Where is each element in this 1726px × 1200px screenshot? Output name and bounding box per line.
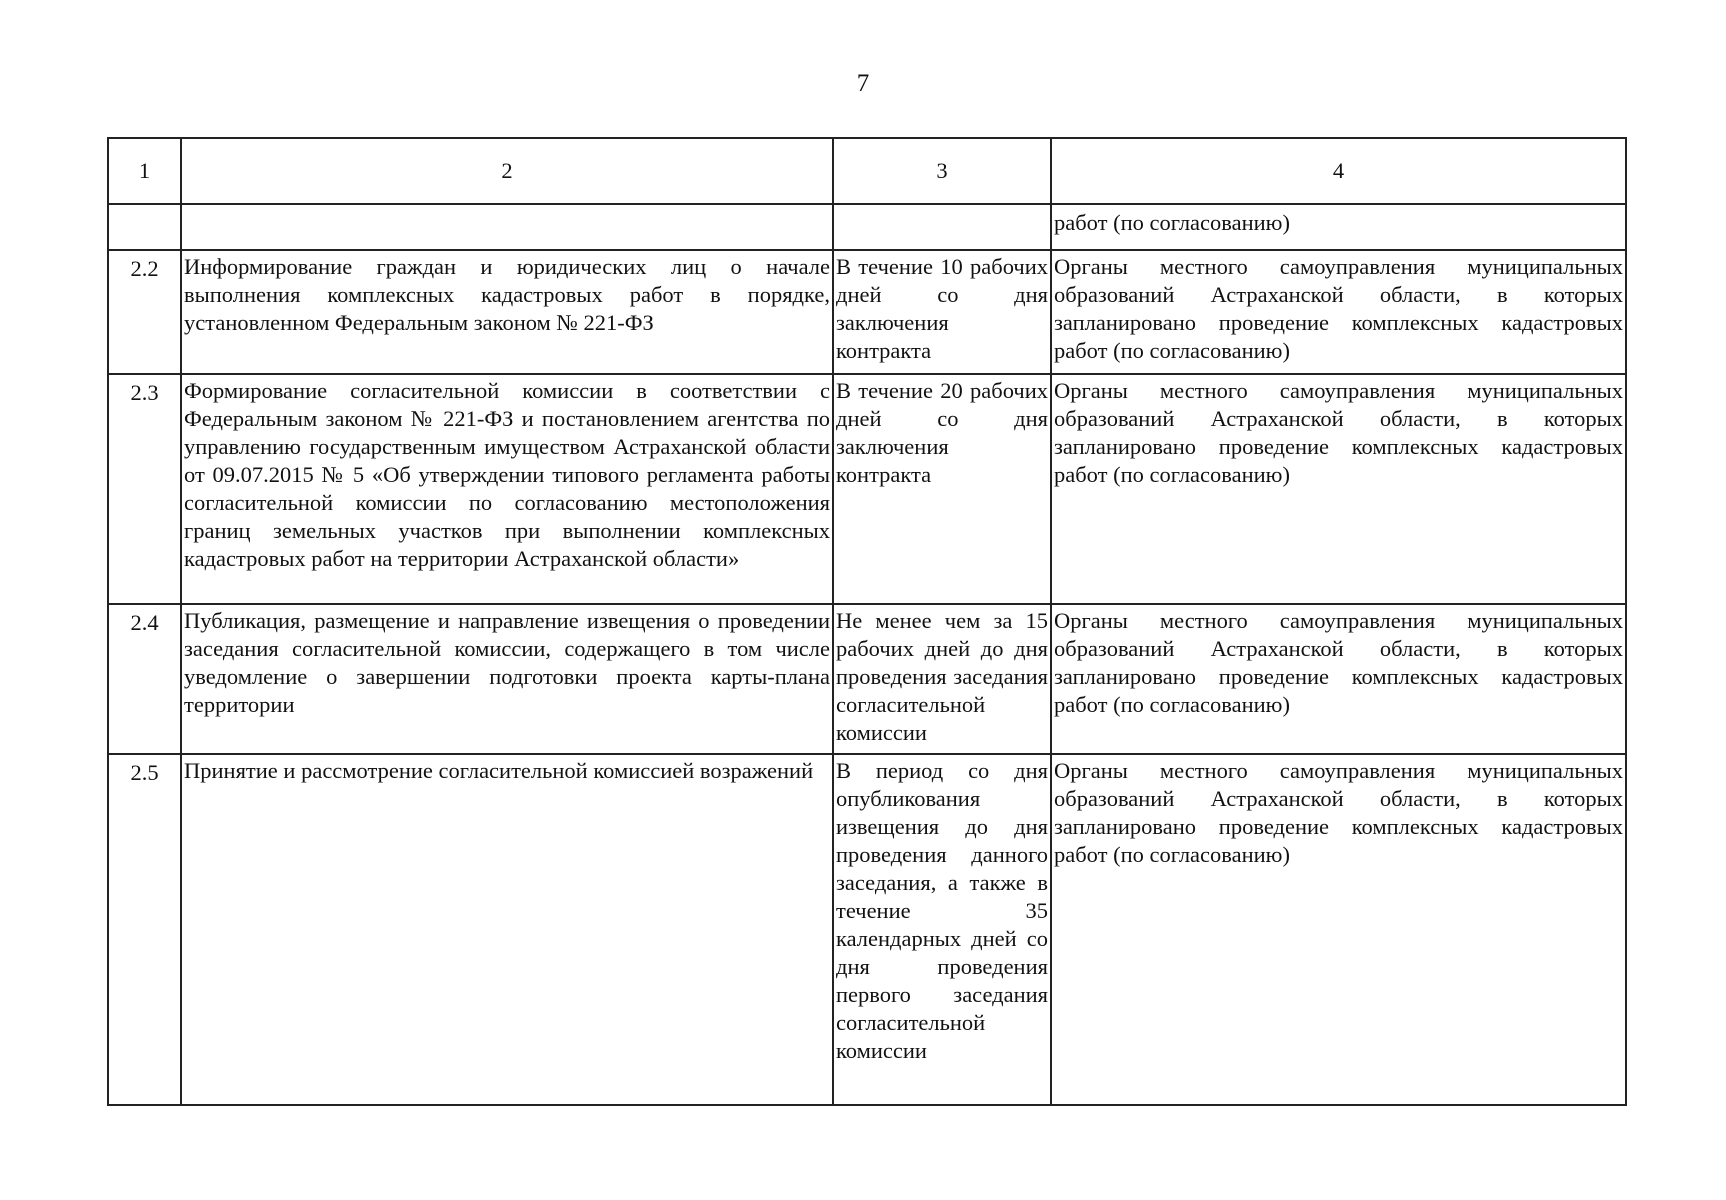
table-row [108, 604, 1626, 754]
activity-cell: Формирование согласительной комиссии в соответствии с Федеральным законом № 221-ФЗ и постановлением агентства по управлению государственным имуществом Астраханской области от 09.07.2015 № 5 «Об утверждении типового регламента работы согласительной комиссии по согласованию местоположения границ земельных участков при выполнении комплексных кадастровых работ на территории Астраханской области» [181, 374, 833, 604]
term-cell: В течение 10 рабочих дней со дня заключения контракта [833, 250, 1051, 374]
table-row [108, 250, 1626, 374]
responsible-cell: Органы местного самоуправления муниципальных образований Астраханской области, в которых запланировано проведение комплексных кадастровых работ (по согласованию) [1051, 374, 1626, 604]
row-number: 2.5 [108, 754, 181, 1105]
responsible-cell: Органы местного самоуправления муниципальных образований Астраханской области, в которых запланировано проведение комплексных кадастровых работ (по согласованию) [1051, 754, 1626, 1105]
activity-cell: Принятие и рассмотрение согласительной комиссией возражений [181, 754, 833, 1105]
row-number: 2.3 [108, 374, 181, 604]
header-col-3: 3 [833, 138, 1051, 204]
term-cell [833, 204, 1051, 250]
row-number [108, 204, 181, 250]
term-cell: Не менее чем за 15 рабочих дней до дня проведения заседания согласительной комиссии [833, 604, 1051, 754]
row-number: 2.2 [108, 250, 181, 374]
header-col-2: 2 [181, 138, 833, 204]
responsible-cell: Органы местного самоуправления муниципальных образований Астраханской области, в которых запланировано проведение комплексных кадастровых работ (по согласованию) [1051, 604, 1626, 754]
table-row [108, 374, 1626, 604]
table-row-continuation [108, 204, 1626, 250]
responsible-cell: работ (по согласованию) [1051, 204, 1626, 250]
activity-cell: Информирование граждан и юридических лиц о начале выполнения комплексных кадастровых работ в порядке, установленном Федеральным законом № 221-ФЗ [181, 250, 833, 374]
table-row [108, 754, 1626, 1105]
table-header-row [108, 138, 1626, 204]
responsible-cell: Органы местного самоуправления муниципальных образований Астраханской области, в которых запланировано проведение комплексных кадастровых работ (по согласованию) [1051, 250, 1626, 374]
activity-cell: Публикация, размещение и направление извещения о проведении заседания согласительной комиссии, содержащего в том числе уведомление о завершении подготовки проекта карты-плана территории [181, 604, 833, 754]
term-cell: В период со дня опубликования извещения до дня проведения данного заседания, а также в течение 35 календарных дней со дня проведения первого заседания согласительной комиссии [833, 754, 1051, 1105]
row-number: 2.4 [108, 604, 181, 754]
activity-cell [181, 204, 833, 250]
activity-table [107, 137, 1627, 1106]
term-cell: В течение 20 рабочих дней со дня заключения контракта [833, 374, 1051, 604]
header-col-4: 4 [1051, 138, 1626, 204]
header-col-1: 1 [108, 138, 181, 204]
page-number: 7 [856, 70, 870, 97]
